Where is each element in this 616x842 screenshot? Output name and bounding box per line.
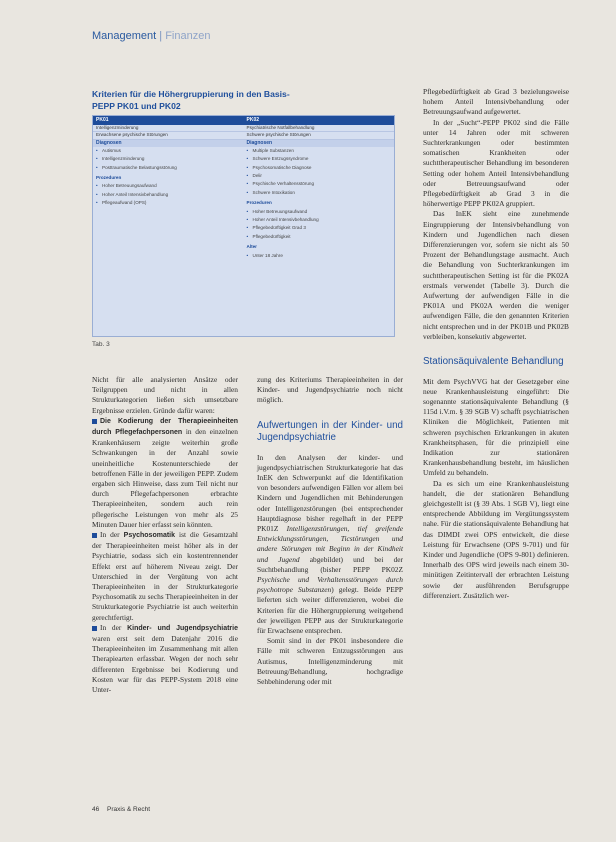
table-header-pk02: PK02 bbox=[246, 117, 260, 123]
table-cell: Intelligenzminderung bbox=[96, 125, 139, 130]
section-label-diagnoses: Diagnosen bbox=[246, 139, 273, 146]
section-label-procedures: Prozeduren bbox=[246, 200, 272, 206]
list-item: • Pflegebedürftigkeit Grad 3 bbox=[247, 224, 395, 232]
table-column-pk01 bbox=[93, 147, 244, 260]
bullet-square-icon bbox=[92, 533, 97, 538]
text-run: abgebildet) und bei der Suchtbehandlung (bisher PEPP PK02Z bbox=[257, 554, 404, 574]
list-item: • Multiple Substanzen bbox=[247, 147, 395, 155]
section-heading: Aufwertungen in der Kinder- und Jugendpsychiatrie bbox=[257, 419, 403, 444]
section-label-diagnoses: Diagnosen bbox=[96, 139, 122, 146]
table-column-pk02 bbox=[244, 147, 395, 260]
table-cell: Schwere psychische Störungen bbox=[246, 132, 311, 138]
paragraph: Das InEK sieht eine zunehmende Eingruppierung der Intensivbehandlung von Kindern und Jugendlichen nach diesen Differenzierungen vor, sofern sie nicht als 50 Prozent der Behandlungstage ausmacht. Auch die Behandlung von Suchterkrankungen im suchttherapeutischen Setting ist für die PK02A erstmals verwendet (Tabelle 3). Durch die Aufwertung der aufwendigen Fälle in die PK01A und PK02A werden die weniger aufwendigen Fälle, die den genannten Kriterien nicht entsprechen und in der PK01B und PK02B verbleiben, konsekutiv abgewertet. bbox=[423, 209, 569, 341]
table-caption: Tab. 3 bbox=[92, 341, 110, 348]
list-item: • Hoher Betreuungsaufwand bbox=[247, 208, 395, 216]
section-label-procedures: Prozeduren bbox=[96, 175, 122, 181]
page-number: 46 bbox=[92, 806, 100, 813]
list-item: • Intelligenzminderung bbox=[96, 155, 244, 163]
table-row bbox=[93, 125, 394, 132]
bold-term: Psychosomatik bbox=[123, 532, 176, 540]
paragraph: Somit sind in der PK01 insbesondere die Fälle mit schweren Entzugsstörungen aus Autismus, Intelligenzminderung mit Betreuung/Behandlung, hochgradige Sehbehinderung oder mit bbox=[257, 636, 403, 687]
section-heading: Stationsäquivalente Behandlung bbox=[423, 356, 564, 368]
list-item: • Posttraumatische Belastungsstörung bbox=[96, 164, 244, 172]
header-separator: | bbox=[159, 30, 163, 42]
bullet-text: waren erst seit dem Datenjahr 2016 die Therapieeinheiten im Zusammenhang mit allen Therapiearten erfassbar. Wegen der noch sehr differenten Ergebnisse bei Kodierung und Kosten war für das PEPP-System 2018 eine Unter- bbox=[92, 634, 238, 695]
paragraph: Pflegebedürftigkeit ab Grad 3 bezielungsweise hohem Anteil Intensivbehandlung oder Betreuungsaufwand aufgewertet. bbox=[423, 87, 569, 117]
list-item: • Hoher Betreuungsaufwand bbox=[96, 182, 244, 190]
italic-run: Intelligenzstörungen, tief greifende Entwicklungsstörungen, Ticstörungen und andere Störungen mit Beginn in der Kindheit und Jugend bbox=[257, 524, 403, 564]
list-item: • Hoher Anteil Intensivbehandlung bbox=[96, 191, 244, 199]
paragraph: Nicht für alle analysierten Ansätze oder Teilgruppen und nicht in allen Strukturkategorien ließen sich umsetzbare Ergebnisse erzielen. Gründe dafür waren: bbox=[92, 375, 238, 415]
bullet-square-icon bbox=[92, 626, 97, 631]
criteria-table bbox=[92, 115, 395, 337]
bullet-text: ist die Gesamtzahl der Therapieeinheiten meist höher als in der Psychiatrie, sodass sich ein kostentrennender Effekt erst auf höherem Niveau zeigt. Der Unterschied in der Vergütung von acht Therapieeinheiten in der Strukturkategorie Psychosomatik zu sechs Therapieeinheiten in der Strukturkategorie Psychiatrie ist auch weiterhin gerechtfertigt. bbox=[92, 530, 238, 622]
journal-name: Praxis & Recht bbox=[107, 806, 151, 813]
paragraph bbox=[257, 453, 403, 637]
text-column-1 bbox=[92, 375, 238, 695]
list-item: • Psychische Verhaltensstörung bbox=[247, 180, 395, 188]
bullet-paragraph bbox=[92, 416, 238, 530]
list-item: • Psychosomatische Diagnose bbox=[247, 164, 395, 172]
paragraph: In der „Sucht“-PEPP PK02 sind die Fälle unter 14 Jahren oder mit schweren Suchterkrankungen oder bestimmten somatischen Krankheiten oder suchttherapeutischer Behandlung im besonderen Setting oder hohem Anteil Intensivbehandlung oder Betreuungsaufwand oder Pflegebedürftigkeit ab Grad 3 in die höherwertige PEPP PK02A gruppiert. bbox=[423, 117, 569, 209]
section-label-age: Alter bbox=[246, 244, 257, 250]
paragraph: zung des Kriteriums Therapieeinheiten in der Kinder- und Jugendpsychiatrie noch nicht möglich. bbox=[257, 375, 403, 405]
text-column-2 bbox=[257, 375, 403, 687]
bullet-prefix: In der bbox=[100, 622, 128, 632]
table-row bbox=[93, 132, 394, 139]
bullet-text: in den einzelnen Krankenhäusern zeigte weiterhin große Schwankungen in der Anzahl sowie uneinheitliche Kostenunterschiede der betroffenen Fälle in der jeweiligen PEPP. Zudem ergaben sich Hinweise, dass zum Teil nicht nur durch Pflegefachpersonen erbrachte Therapieeinheiten, sondern auch rein pflegerische Leistungen von mehr als 25 Minuten Dauer hier erfasst sein könnten. bbox=[92, 427, 238, 529]
header-subsection: Finanzen bbox=[165, 30, 211, 42]
bold-term: Kinder- und Jugendpsychiatrie bbox=[127, 624, 238, 632]
table-section-row bbox=[93, 140, 394, 147]
header-section: Management bbox=[92, 30, 157, 42]
italic-run: Psychische und Verhaltensstörungen durch psychotrope Substanzen bbox=[257, 575, 403, 595]
list-item: • Schwere Entzugssyndrome bbox=[247, 155, 395, 163]
text-run: In den Analysen der kinder- und jugendpsychiatrischen Strukturkategorie hat das InEK den Schwerpunkt auf die Identifikation von besonders aufwendigen Fällen vor allem bei Kindern und Jugendlichen mit Behinderungen oder Intelligenzstörungen (bei entsprechender Hauptdiagnose bisher regelhaft in der PEPP PK01Z bbox=[257, 452, 403, 534]
list-item: • Delir bbox=[247, 172, 395, 180]
list-item: • Schwere Intoxikation bbox=[247, 189, 395, 197]
page-footer bbox=[92, 806, 150, 813]
table-cell: Psychiatrische Notfallbehandlung bbox=[246, 125, 315, 130]
list-item: • Pflegebedürftigkeit bbox=[247, 233, 395, 241]
bullet-prefix: In der bbox=[100, 530, 124, 540]
text-column-3 bbox=[423, 87, 569, 601]
table-header-pk01: PK01 bbox=[96, 117, 109, 123]
bold-term: Die Kodierung der Therapieeinheiten durch Pflegefachpersonen bbox=[92, 417, 238, 437]
text-run: ) gelegt. Beide PEPP lieferten sich weiter differenzieren, wobei die Kriterien für die Höhergruppierung weitgehend der jeweiligen PEPP aus der Strukturkategorie für Erwachsene entsprechen. bbox=[257, 585, 403, 636]
paragraph: Da es sich um eine Krankenhausleistung handelt, die der stationären Behandlung gleichgestellt ist (§ 39 Abs. 1 SGB V), liegt eine entsprechende Abbildung im Vergütungssystem nahe. Für die stationsäquivalente Behandlung hat das DIMDI zwei OPS entwickelt, die diese Leistung für Erwachsene (OPS 9-701) und für Kinder und Jugendliche (OPS 9-801) definieren. Innerhalb des OPS wird jeweils nach einem 30-minütigen Zeitintervall der erbrachten Leistung sowie der ausführenden Berufsgruppe differenziert. Zusätzlich wer- bbox=[423, 478, 569, 600]
paragraph: Mit dem PsychVVG hat der Gesetzgeber eine neue Krankenhausleistung eingeführt: Die sogenannte stationsäquivalente Behandlung (§ 115d i.V.m. § 39 SGB V) schafft psychiatrischen Kliniken die Möglichkeit, Patienten mit schweren psychischen Erkrankungen in akuten Krankheitsphasen, für die prinzipiell eine Indikation zur stationären Krankenhausbehandlung besteht, im häuslichen Umfeld zu behandeln. bbox=[423, 376, 569, 478]
figure-title: Kriterien für die Höhergruppierung in den Basis-PEPP PK01 und PK02 bbox=[92, 89, 290, 111]
list-item: • Unter 18 Jahre bbox=[247, 252, 395, 260]
list-item: • Pflegeaufwand (OPS) bbox=[96, 199, 244, 207]
table-body bbox=[93, 147, 394, 260]
table-header-row bbox=[93, 116, 394, 125]
running-header bbox=[92, 30, 210, 42]
bullet-paragraph bbox=[92, 530, 238, 623]
bullet-square-icon bbox=[92, 419, 97, 424]
bullet-paragraph bbox=[92, 623, 238, 695]
list-item: • Hoher Anteil Intensivbehandlung bbox=[247, 216, 395, 224]
table-cell: Erwachsene psychische Störungen bbox=[96, 132, 168, 138]
list-item: • Autismus bbox=[96, 147, 244, 155]
